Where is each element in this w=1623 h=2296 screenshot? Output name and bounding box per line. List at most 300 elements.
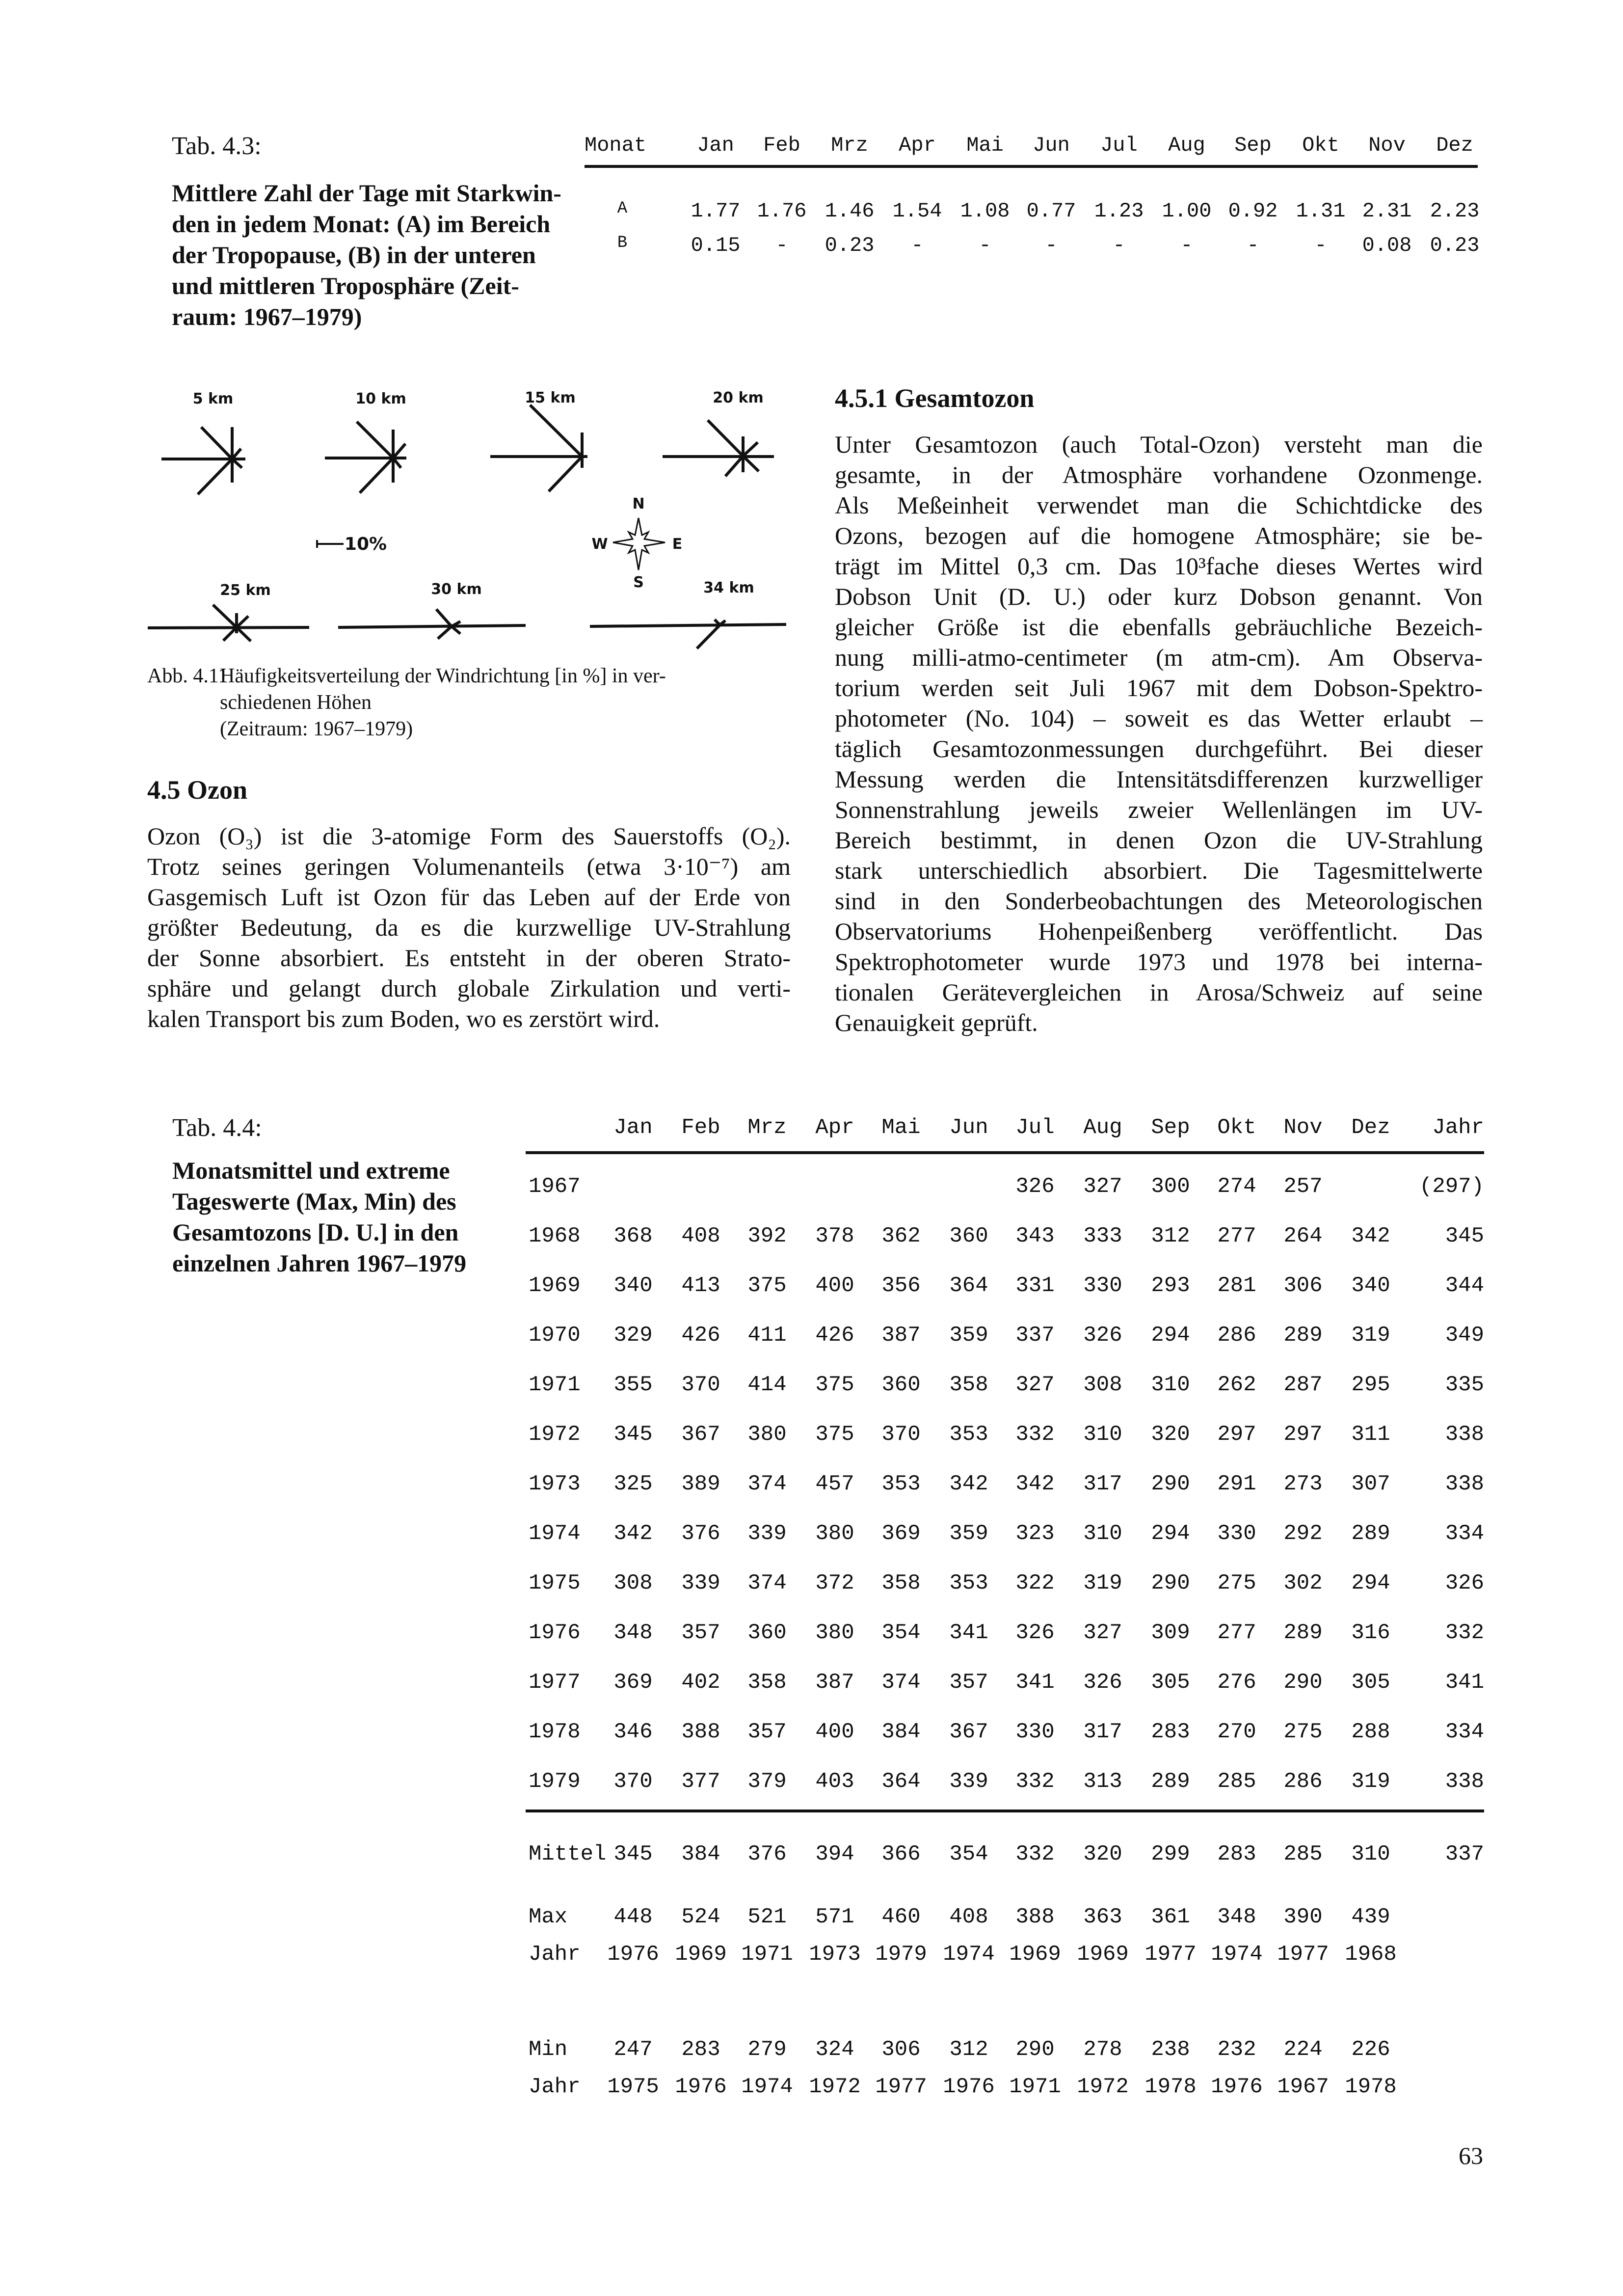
column-header: Apr — [815, 1115, 854, 1140]
summary-cell: 1972 — [1077, 2075, 1129, 2099]
table-cell: 326 — [1083, 1323, 1122, 1348]
table-cell: 400 — [815, 1720, 854, 1744]
summary-cell: 1969 — [1077, 1942, 1129, 1967]
table-cell: 369 — [881, 1521, 921, 1546]
table-cell: 289 — [1351, 1521, 1390, 1546]
text-line: gesamte, in der Atmosphäre vorhandene Ozonmenge. — [835, 461, 1483, 488]
table-cell: 317 — [1083, 1720, 1122, 1744]
table-cell: 343 — [1015, 1224, 1055, 1248]
table-cell: 367 — [949, 1720, 988, 1744]
column-header: Mai — [966, 134, 1004, 157]
text-line: kalen Transport bis zum Boden, wo es zerstört wird. — [147, 1005, 660, 1032]
summary-cell: 1978 — [1345, 2075, 1397, 2099]
table-rule — [526, 1810, 1484, 1812]
column-header: Jan — [697, 134, 734, 157]
row-year: 1971 — [529, 1373, 581, 1397]
table-cell: - — [979, 234, 991, 257]
row-year: 1974 — [529, 1521, 581, 1546]
caption-line: Tageswerte (Max, Min) des — [172, 1188, 456, 1215]
table-cell: 283 — [1151, 1720, 1190, 1744]
table-cell: 289 — [1151, 1769, 1190, 1794]
row-year: 1969 — [529, 1273, 581, 1298]
column-header: Dez — [1436, 134, 1473, 157]
table-cell: 374 — [747, 1571, 787, 1595]
table-cell: 360 — [747, 1621, 787, 1645]
table-cell: 286 — [1283, 1769, 1323, 1794]
tab44-label: Tab. 4.4: — [172, 1114, 262, 1142]
summary-label: Min — [529, 2037, 568, 2062]
table-cell-annual: 326 — [1445, 1571, 1484, 1595]
compass-e: E — [672, 536, 683, 553]
caption-line: schiedenen Höhen — [220, 691, 372, 714]
summary-cell: 1969 — [675, 1942, 727, 1967]
table-cell: 326 — [1083, 1670, 1122, 1695]
table-cell: 342 — [1015, 1472, 1055, 1496]
column-header: Jahr — [1432, 1115, 1484, 1140]
table-cell: 293 — [1151, 1273, 1190, 1298]
summary-cell: 1969 — [1009, 1942, 1061, 1967]
table-cell: 457 — [815, 1472, 854, 1496]
table-cell: 323 — [1015, 1521, 1055, 1546]
table-cell: 275 — [1283, 1720, 1323, 1744]
caption-line: Mittlere Zahl der Tage mit Starkwin- — [172, 179, 561, 207]
column-header: Nov — [1283, 1115, 1323, 1140]
text-line: stark unterschiedlich absorbiert. Die Tagesmittelwerte — [835, 857, 1483, 884]
caption-line: der Tropopause, (B) in der unteren — [172, 241, 536, 269]
table-cell: 310 — [1151, 1373, 1190, 1397]
table-cell: 359 — [949, 1521, 988, 1546]
table-cell: 355 — [613, 1373, 653, 1397]
table-cell: 379 — [747, 1769, 787, 1794]
text-line: photometer (No. 104) – soweit es das Wetter erlaubt – — [835, 704, 1483, 732]
table-cell: 357 — [681, 1621, 720, 1645]
table-cell: 0.08 — [1362, 234, 1412, 257]
table-cell: 270 — [1217, 1720, 1256, 1744]
table-cell: 326 — [1015, 1621, 1055, 1645]
text-line: Genauigkeit geprüft. — [835, 1009, 1038, 1036]
table-cell: 375 — [815, 1422, 854, 1447]
text-line: sind in den Sonderbeobachtungen des Meteorologischen — [835, 887, 1483, 915]
table-cell: 305 — [1151, 1670, 1190, 1695]
table-cell: 1.77 — [691, 199, 741, 223]
table-cell: - — [1180, 234, 1193, 257]
table-cell: 342 — [1351, 1224, 1390, 1248]
table-cell: 332 — [1015, 1422, 1055, 1447]
column-header: Aug — [1168, 134, 1205, 157]
summary-cell: 324 — [815, 2037, 854, 2062]
table-cell: 342 — [949, 1472, 988, 1496]
table-cell: 288 — [1351, 1720, 1390, 1744]
summary-label: Mittel — [529, 1842, 607, 1866]
table-cell: 426 — [815, 1323, 854, 1348]
summary-cell: 388 — [1015, 1905, 1055, 1929]
column-header: Jun — [1033, 134, 1070, 157]
row-year: 1970 — [529, 1323, 581, 1348]
table-cell: 339 — [949, 1769, 988, 1794]
table-cell-annual: 349 — [1445, 1323, 1484, 1348]
text-line: gleicher Größe ist die ebenfalls gebräuchliche Bezeich- — [835, 613, 1483, 641]
summary-cell: 345 — [613, 1842, 653, 1866]
table-cell: 384 — [881, 1720, 921, 1744]
text-line: Ozon (O₃) ist die 3-atomige Form des Sauerstoffs (O₂). — [147, 822, 791, 850]
table-cell: 358 — [881, 1571, 921, 1595]
summary-cell: 460 — [881, 1905, 921, 1929]
table-cell: 311 — [1351, 1422, 1390, 1447]
table-cell: 1.54 — [892, 199, 942, 223]
table-cell: 387 — [881, 1323, 921, 1348]
table-cell: - — [775, 234, 788, 257]
row-year: 1978 — [529, 1720, 581, 1744]
summary-label: Max — [529, 1905, 568, 1929]
caption-line: Monatsmittel und extreme — [172, 1157, 450, 1184]
text-line: täglich Gesamtozonmessungen durchgeführt. Bei dieser — [835, 735, 1483, 762]
table-cell: 322 — [1015, 1571, 1055, 1595]
text-line: der Sonne absorbiert. Es entsteht in der oberen Strato- — [147, 944, 791, 972]
table-cell: 313 — [1083, 1769, 1122, 1794]
table-cell: 413 — [681, 1273, 720, 1298]
table-cell: 316 — [1351, 1621, 1390, 1645]
text-line: nung milli-atmo-centimeter (m atm-cm). Am Observa- — [835, 644, 1483, 671]
summary-cell: 290 — [1015, 2037, 1055, 2062]
table-cell: 389 — [681, 1472, 720, 1496]
table-cell: 1.08 — [960, 199, 1010, 223]
table-cell: 308 — [613, 1571, 653, 1595]
table-cell: 329 — [613, 1323, 653, 1348]
caption-line: Gesamtozons [D. U.] in den — [172, 1218, 459, 1246]
summary-cell: 1976 — [675, 2075, 727, 2099]
table-cell: 354 — [881, 1621, 921, 1645]
text-line: größter Bedeutung, da es die kurzwellige UV-Strahlung — [147, 914, 791, 941]
table-cell: 333 — [1083, 1224, 1122, 1248]
compass-w: W — [591, 536, 608, 553]
table-cell: 291 — [1217, 1472, 1256, 1496]
summary-cell: 1977 — [1144, 1942, 1197, 1967]
table-cell: 375 — [747, 1273, 787, 1298]
table-cell: 340 — [613, 1273, 653, 1298]
summary-cell: 521 — [747, 1905, 787, 1929]
table-cell-annual: 335 — [1445, 1373, 1484, 1397]
column-header: Sep — [1151, 1115, 1190, 1140]
table-cell: 364 — [949, 1273, 988, 1298]
column-header: Jul — [1015, 1115, 1055, 1140]
table-cell: 306 — [1283, 1273, 1323, 1298]
table-cell: 297 — [1217, 1422, 1256, 1447]
summary-label: Jahr — [529, 2075, 581, 2099]
table-cell: 290 — [1151, 1472, 1190, 1496]
table-cell: 307 — [1351, 1472, 1390, 1496]
caption-line: und mittleren Troposphäre (Zeit- — [172, 272, 519, 299]
table-cell: 308 — [1083, 1373, 1122, 1397]
column-header: Dez — [1351, 1115, 1390, 1140]
table-cell-annual: 334 — [1445, 1521, 1484, 1546]
table-cell: 340 — [1351, 1273, 1390, 1298]
table-cell: 0.15 — [691, 234, 741, 257]
text-line: Sonnenstrahlung jeweils zweier Wellenlängen im UV- — [835, 796, 1483, 823]
table-cell: 317 — [1083, 1472, 1122, 1496]
table-cell: 388 — [681, 1720, 720, 1744]
table-cell: 369 — [613, 1670, 653, 1695]
summary-cell: 348 — [1217, 1905, 1256, 1929]
compass-s: S — [633, 574, 644, 591]
rose-label-25km: 25 km — [220, 582, 271, 599]
table-cell: 289 — [1283, 1323, 1323, 1348]
text-line: trägt im Mittel 0,3 cm. Das 10³fache dieses Wertes wird — [835, 552, 1483, 580]
table-cell: 368 — [613, 1224, 653, 1248]
column-header: Jul — [1100, 134, 1138, 157]
column-header: Nov — [1368, 134, 1406, 157]
table-cell: 2.31 — [1362, 199, 1412, 223]
table-cell: 327 — [1083, 1174, 1122, 1199]
table-cell: 353 — [881, 1472, 921, 1496]
summary-cell: 306 — [881, 2037, 921, 2062]
summary-cell: 1976 — [943, 2075, 995, 2099]
table-cell: 320 — [1151, 1422, 1190, 1447]
summary-cell: 1975 — [607, 2075, 659, 2099]
table-cell: 0.77 — [1026, 199, 1076, 223]
page-number: 63 — [1459, 2142, 1483, 2169]
summary-cell: 1974 — [1211, 1942, 1263, 1967]
table-cell: 281 — [1217, 1273, 1256, 1298]
table-cell: 330 — [1083, 1273, 1122, 1298]
table-cell: 290 — [1283, 1670, 1323, 1695]
table-cell: 1.76 — [757, 199, 807, 223]
caption-line: raum: 1967–1979) — [172, 303, 362, 330]
table-cell: 310 — [1083, 1422, 1122, 1447]
table-cell-annual: 332 — [1445, 1621, 1484, 1645]
table-cell: 294 — [1151, 1521, 1190, 1546]
text-line: torium werden seit Juli 1967 mit dem Dobson-Spektro- — [835, 674, 1483, 702]
table-cell: 295 — [1351, 1373, 1390, 1397]
compass-n: N — [632, 495, 645, 513]
column-header: Mrz — [747, 1115, 787, 1140]
summary-cell: 1978 — [1144, 2075, 1197, 2099]
row-label: A — [617, 199, 628, 218]
tab43-label: Tab. 4.3: — [172, 132, 262, 160]
table-cell: 1.23 — [1094, 199, 1144, 223]
table-cell: 332 — [1015, 1769, 1055, 1794]
table-cell: 341 — [949, 1621, 988, 1645]
rose-label-20km: 20 km — [713, 389, 764, 406]
table-cell: 380 — [815, 1621, 854, 1645]
summary-cell: 285 — [1283, 1842, 1323, 1866]
column-header: Aug — [1083, 1115, 1122, 1140]
table-cell: 374 — [881, 1670, 921, 1695]
caption-line: den in jedem Monat: (A) im Bereich — [172, 210, 551, 238]
summary-cell-annual: 337 — [1445, 1842, 1484, 1866]
table-cell: 1.46 — [825, 199, 875, 223]
row-year: 1967 — [529, 1174, 581, 1199]
summary-cell: 524 — [681, 1905, 720, 1929]
text-line: Unter Gesamtozon (auch Total-Ozon) versteht man die — [835, 431, 1483, 458]
table-cell: 360 — [881, 1373, 921, 1397]
table-cell: 1.31 — [1296, 199, 1346, 223]
column-header: Mrz — [831, 134, 868, 157]
column-header: Okt — [1217, 1115, 1256, 1140]
column-header: Jan — [613, 1115, 653, 1140]
table-cell-annual: 344 — [1445, 1273, 1484, 1298]
summary-cell: 310 — [1351, 1842, 1390, 1866]
table-cell: 337 — [1015, 1323, 1055, 1348]
table-cell-annual: (297) — [1419, 1174, 1484, 1199]
summary-cell: 394 — [815, 1842, 854, 1866]
row-year: 1975 — [529, 1571, 581, 1595]
table-cell: 312 — [1151, 1224, 1190, 1248]
summary-cell: 1967 — [1277, 2075, 1329, 2099]
summary-cell: 439 — [1351, 1905, 1390, 1929]
table-cell: 408 — [681, 1224, 720, 1248]
table-rule — [526, 1151, 1484, 1154]
summary-label: Jahr — [529, 1942, 581, 1967]
summary-cell: 247 — [613, 2037, 653, 2062]
table-cell: - — [1314, 234, 1327, 257]
summary-cell: 283 — [1217, 1842, 1256, 1866]
table-cell: 285 — [1217, 1769, 1256, 1794]
row-label: B — [617, 234, 628, 252]
table-cell: 353 — [949, 1422, 988, 1447]
table-cell: 411 — [747, 1323, 787, 1348]
summary-cell: 390 — [1283, 1905, 1323, 1929]
section-heading-gesamtozon: 4.5.1 Gesamtozon — [835, 383, 1035, 413]
table-cell: 357 — [949, 1670, 988, 1695]
table-cell: - — [1113, 234, 1125, 257]
table-cell: - — [1247, 234, 1259, 257]
row-year: 1968 — [529, 1224, 581, 1248]
table-cell: 0.23 — [825, 234, 875, 257]
table-cell: - — [1045, 234, 1058, 257]
summary-cell: 1977 — [875, 2075, 927, 2099]
text-line: Bereich bestimmt, in denen Ozon die UV-Strahlung — [835, 826, 1483, 854]
table-cell: 403 — [815, 1769, 854, 1794]
table-cell: 257 — [1283, 1174, 1323, 1199]
table-cell: 331 — [1015, 1273, 1055, 1298]
table-cell-annual: 338 — [1445, 1422, 1484, 1447]
table-cell: 289 — [1283, 1621, 1323, 1645]
text-line: sphäre und gelangt durch globale Zirkulation und verti- — [147, 974, 791, 1002]
table-cell: 370 — [613, 1769, 653, 1794]
summary-cell: 1974 — [741, 2075, 793, 2099]
table-cell-annual: 338 — [1445, 1472, 1484, 1496]
caption-line: einzelnen Jahren 1967–1979 — [172, 1249, 467, 1277]
table-cell: 309 — [1151, 1621, 1190, 1645]
summary-cell: 1977 — [1277, 1942, 1329, 1967]
table-cell-annual: 341 — [1445, 1670, 1484, 1695]
table-cell: 327 — [1083, 1621, 1122, 1645]
summary-cell: 1976 — [1211, 2075, 1263, 2099]
summary-cell: 1976 — [607, 1942, 659, 1967]
section-heading-ozon: 4.5 Ozon — [147, 775, 248, 805]
table-cell: 264 — [1283, 1224, 1323, 1248]
table-cell: 362 — [881, 1224, 921, 1248]
table-cell: 375 — [815, 1373, 854, 1397]
table-cell: 297 — [1283, 1422, 1323, 1447]
figure-caption-number: Abb. 4.11 — [147, 665, 229, 687]
table-cell: - — [911, 234, 924, 257]
table-cell: 310 — [1083, 1521, 1122, 1546]
row-year: 1972 — [529, 1422, 581, 1447]
rose-label-34km: 34 km — [703, 579, 754, 596]
table-cell: 356 — [881, 1273, 921, 1298]
table-cell: 294 — [1351, 1571, 1390, 1595]
scale-label: 10% — [344, 534, 387, 554]
table-cell: 292 — [1283, 1521, 1323, 1546]
table-cell: 330 — [1217, 1521, 1256, 1546]
table-cell: 327 — [1015, 1373, 1055, 1397]
table-cell: 392 — [747, 1224, 787, 1248]
summary-cell: 361 — [1151, 1905, 1190, 1929]
rose-label-30km: 30 km — [431, 581, 482, 598]
summary-cell: 376 — [747, 1842, 787, 1866]
table-cell: 290 — [1151, 1571, 1190, 1595]
column-header: Mai — [881, 1115, 921, 1140]
summary-cell: 1968 — [1345, 1942, 1397, 1967]
summary-cell: 283 — [681, 2037, 720, 2062]
text-line: Dobson Unit (D. U.) oder kurz Dobson genannt. Von — [835, 583, 1483, 610]
table-cell: 0.92 — [1228, 199, 1278, 223]
summary-cell: 224 — [1283, 2037, 1323, 2062]
table-cell: 319 — [1351, 1769, 1390, 1794]
table-cell: 377 — [681, 1769, 720, 1794]
summary-cell: 448 — [613, 1905, 653, 1929]
table-cell: 358 — [747, 1670, 787, 1695]
table-cell: 262 — [1217, 1373, 1256, 1397]
table-cell-annual: 338 — [1445, 1769, 1484, 1794]
rose-label-10km: 10 km — [355, 390, 406, 407]
table-cell: 353 — [949, 1571, 988, 1595]
table-cell: 339 — [747, 1521, 787, 1546]
summary-cell: 1979 — [875, 1942, 927, 1967]
table-cell: 387 — [815, 1670, 854, 1695]
summary-cell: 226 — [1351, 2037, 1390, 2062]
column-header: Apr — [899, 134, 936, 157]
table-cell: 358 — [949, 1373, 988, 1397]
rose-label-5km: 5 km — [192, 390, 234, 407]
text-line: Ozons, bezogen auf die homogene Atmosphäre; sie be- — [835, 522, 1483, 549]
table-cell: 277 — [1217, 1621, 1256, 1645]
summary-cell: 1971 — [1009, 2075, 1061, 2099]
table-cell: 372 — [815, 1571, 854, 1595]
text-line: Gasgemisch Luft ist Ozon für das Leben auf der Erde von — [147, 883, 791, 911]
table-cell-annual: 345 — [1445, 1224, 1484, 1248]
summary-cell: 363 — [1083, 1905, 1122, 1929]
summary-cell: 299 — [1151, 1842, 1190, 1866]
table-cell: 426 — [681, 1323, 720, 1348]
table-cell: 364 — [881, 1769, 921, 1794]
summary-cell: 238 — [1151, 2037, 1190, 2062]
summary-cell: 571 — [815, 1905, 854, 1929]
table-cell: 305 — [1351, 1670, 1390, 1695]
table-cell: 359 — [949, 1323, 988, 1348]
summary-cell: 232 — [1217, 2037, 1256, 2062]
text-line: Als Meßeinheit verwendet man die Schichtdicke des — [835, 491, 1483, 519]
column-header: Okt — [1302, 134, 1339, 157]
table-cell: 339 — [681, 1571, 720, 1595]
table-cell: 380 — [747, 1422, 787, 1447]
table-cell: 275 — [1217, 1571, 1256, 1595]
table-cell: 277 — [1217, 1224, 1256, 1248]
column-header: Sep — [1234, 134, 1272, 157]
table-cell: 330 — [1015, 1720, 1055, 1744]
text-line: Trotz seines geringen Volumenanteils (etwa 3·10⁻⁷) am — [147, 853, 791, 880]
table-cell: 325 — [613, 1472, 653, 1496]
text-line: Observatoriums Hohenpeißenberg veröffentlicht. Das — [835, 918, 1483, 945]
table-cell: 346 — [613, 1720, 653, 1744]
column-header: Feb — [763, 134, 800, 157]
table-cell: 374 — [747, 1472, 787, 1496]
caption-line: (Zeitraum: 1967–1979) — [220, 718, 413, 740]
summary-cell: 408 — [949, 1905, 988, 1929]
table-cell: 276 — [1217, 1670, 1256, 1695]
table-cell-annual: 334 — [1445, 1720, 1484, 1744]
